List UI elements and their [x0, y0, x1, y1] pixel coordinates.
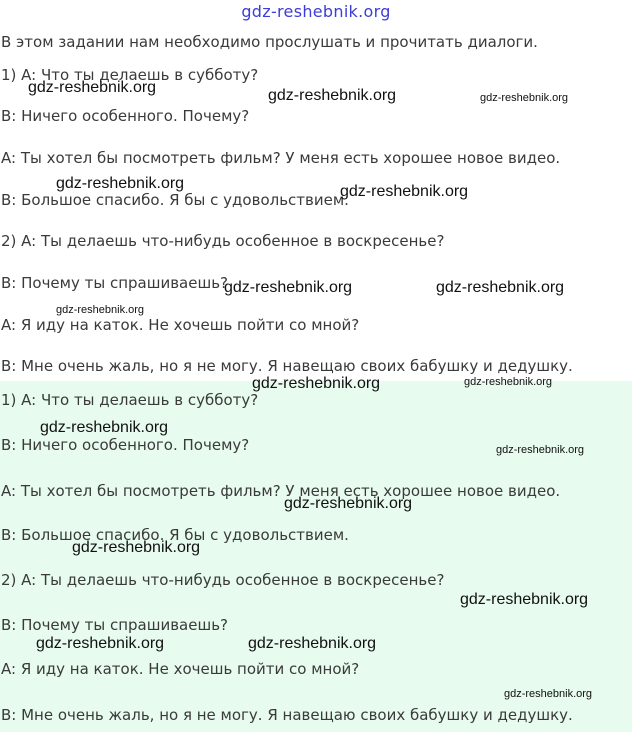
- dialogue-2-line-2: B: Ничего особенного. Почему?: [1, 436, 250, 454]
- dialogue-1-line-5: 2) A: Ты делаешь что-нибудь особенное в воскресенье?: [1, 232, 445, 250]
- watermark: gdz-reshebnik.org: [436, 279, 565, 296]
- watermark: gdz-reshebnik.org: [56, 175, 185, 192]
- watermark: gdz-reshebnik.org: [464, 376, 553, 388]
- dialogue-2-line-5: 2) A: Ты делаешь что-нибудь особенное в воскресенье?: [1, 571, 445, 589]
- watermark: gdz-reshebnik.org: [28, 79, 157, 96]
- dialogue-1-line-2: B: Ничего особенного. Почему?: [1, 107, 250, 125]
- watermark: gdz-reshebnik.org: [36, 635, 165, 652]
- dialogue-2-line-3: A: Ты хотел бы посмотреть фильм? У меня есть хорошее новое видео.: [1, 482, 561, 500]
- watermark: gdz-reshebnik.org: [460, 591, 589, 608]
- watermark: gdz-reshebnik.org: [480, 92, 569, 104]
- watermark: gdz-reshebnik.org: [224, 279, 353, 296]
- site-header[interactable]: gdz-reshebnik.org: [241, 2, 391, 21]
- dialogue-1-line-4: B: Большое спасибо. Я бы с удовольствием.: [1, 191, 349, 209]
- watermark: gdz-reshebnik.org: [284, 495, 413, 512]
- watermark: gdz-reshebnik.org: [340, 183, 469, 200]
- dialogue-1-line-6: B: Почему ты спрашиваешь?: [1, 274, 228, 292]
- watermark: gdz-reshebnik.org: [56, 304, 145, 316]
- watermark: gdz-reshebnik.org: [40, 419, 169, 436]
- watermark: gdz-reshebnik.org: [72, 539, 201, 556]
- watermark: gdz-reshebnik.org: [504, 688, 593, 700]
- watermark: gdz-reshebnik.org: [268, 87, 397, 104]
- dialogue-2-line-8: B: Мне очень жаль, но я не могу. Я навещаю своих бабушку и дедушку.: [1, 706, 573, 724]
- watermark: gdz-reshebnik.org: [252, 375, 381, 392]
- dialogue-1-line-1: 1) A: Что ты делаешь в субботу?: [1, 66, 259, 84]
- dialogue-2-line-1: 1) A: Что ты делаешь в субботу?: [1, 391, 259, 409]
- intro-text: В этом задании нам необходимо прослушать и прочитать диалоги.: [1, 33, 538, 51]
- dialogue-1-line-8: B: Мне очень жаль, но я не могу. Я навещаю своих бабушку и дедушку.: [1, 357, 573, 375]
- watermark: gdz-reshebnik.org: [248, 635, 377, 652]
- dialogue-2-line-7: A: Я иду на каток. Не хочешь пойти со мной?: [1, 660, 360, 678]
- dialogue-1-line-7: A: Я иду на каток. Не хочешь пойти со мной?: [1, 316, 360, 334]
- dialogue-2-line-6: B: Почему ты спрашиваешь?: [1, 616, 228, 634]
- watermark: gdz-reshebnik.org: [496, 444, 585, 456]
- dialogue-1-line-3: A: Ты хотел бы посмотреть фильм? У меня есть хорошее новое видео.: [1, 149, 561, 167]
- dialogue-2-line-4: B: Большое спасибо. Я бы с удовольствием.: [1, 526, 349, 544]
